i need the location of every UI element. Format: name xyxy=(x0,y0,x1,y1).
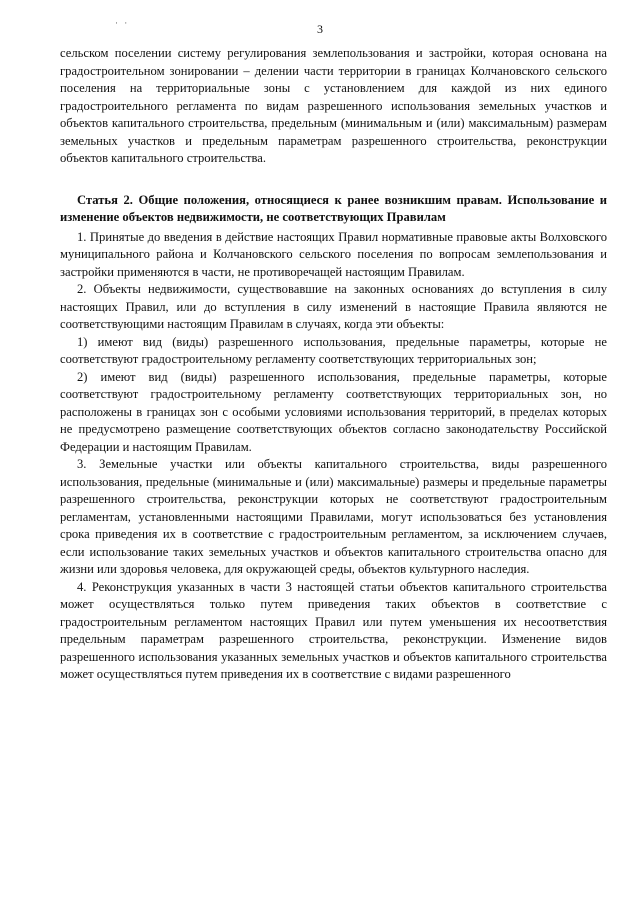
item-1: 1. Принятые до введения в действие настоящих Правил нормативные правовые акты Волховского муниципального района и Колчановского сельского поселения по вопросам землепользования и застройки применяются в части, не противоречащей настоящим Правилам. xyxy=(60,229,607,279)
scan-specks: · · xyxy=(115,18,130,28)
intro-paragraph: сельском поселении систему регулирования землепользования и застройки, которая основана на градостроительном зонировании – делении части территории в границах Колчановского сельского поселения на территориальные зоны с установлением для каждой из них единого градостроительного регламента по видам разрешенного использования земельных участков и объектов капитального строительства, предельным (минимальным и (или) максимальным) размерам земельных участков и предельным параметрам разрешенного строительства, реконструкции объектов капитального строительства. xyxy=(60,46,607,165)
article-heading: Статья 2. Общие положения, относящиеся к ранее возникшим правам. Использование и изменение объектов недвижимости, не соответствующих Правилам xyxy=(60,192,607,224)
item-2-sub-1: 1) имеют вид (виды) разрешенного использования, предельные параметры, которые не соответствуют градостроительному регламенту соответствующих территориальных зон; xyxy=(60,334,607,366)
item-2-sub-2: 2) имеют вид (виды) разрешенного использования, предельные параметры, которые соответствуют градостроительному регламенту соответствующих территориальных зон, но расположены в границах зон с особыми условиями использования территорий, в пределах которых не предусмотрено размещение соответствующих объектов согласно законодательству Российской Федерации и настоящим Правилам. xyxy=(60,369,607,454)
page-number: 3 xyxy=(317,22,323,36)
page-content xyxy=(60,45,607,684)
item-4: 4. Реконструкция указанных в части 3 настоящей статьи объектов капитального строительства может осуществляться только путем приведения таких объектов в соответствие с градостроительным регламентом настоящих Правил или путем уменьшения их несоответствия предельным параметрам разрешенного строительства, реконструкции. Изменение видов разрешенного использования указанных земельных участков и объектов капитального строительства может осуществляться путем приведения их в соответствие с видами разрешенного xyxy=(60,579,607,681)
item-2: 2. Объекты недвижимости, существовавшие на законных основаниях до вступления в силу настоящих Правил, или до вступления в силу изменений в настоящие Правила являются не соответствующими настоящим Правилам в случаях, когда эти объекты: xyxy=(60,282,607,331)
item-3: 3. Земельные участки или объекты капитального строительства, виды разрешенного использования, предельные (минимальные и (или) максимальные) размеры и предельные параметры разрешенного строительства, реконструкции которых не соответствуют градостроительным регламентам, установленными настоящими Правилами, могут использоваться без установления срока приведения их в соответствие с градостроительным регламентом, за исключением случаев, если использование таких земельных участков и объектов капитального строительства опасно для жизни или здоровья человека, для окружающей среды, объектов культурного наследия. xyxy=(60,457,607,576)
